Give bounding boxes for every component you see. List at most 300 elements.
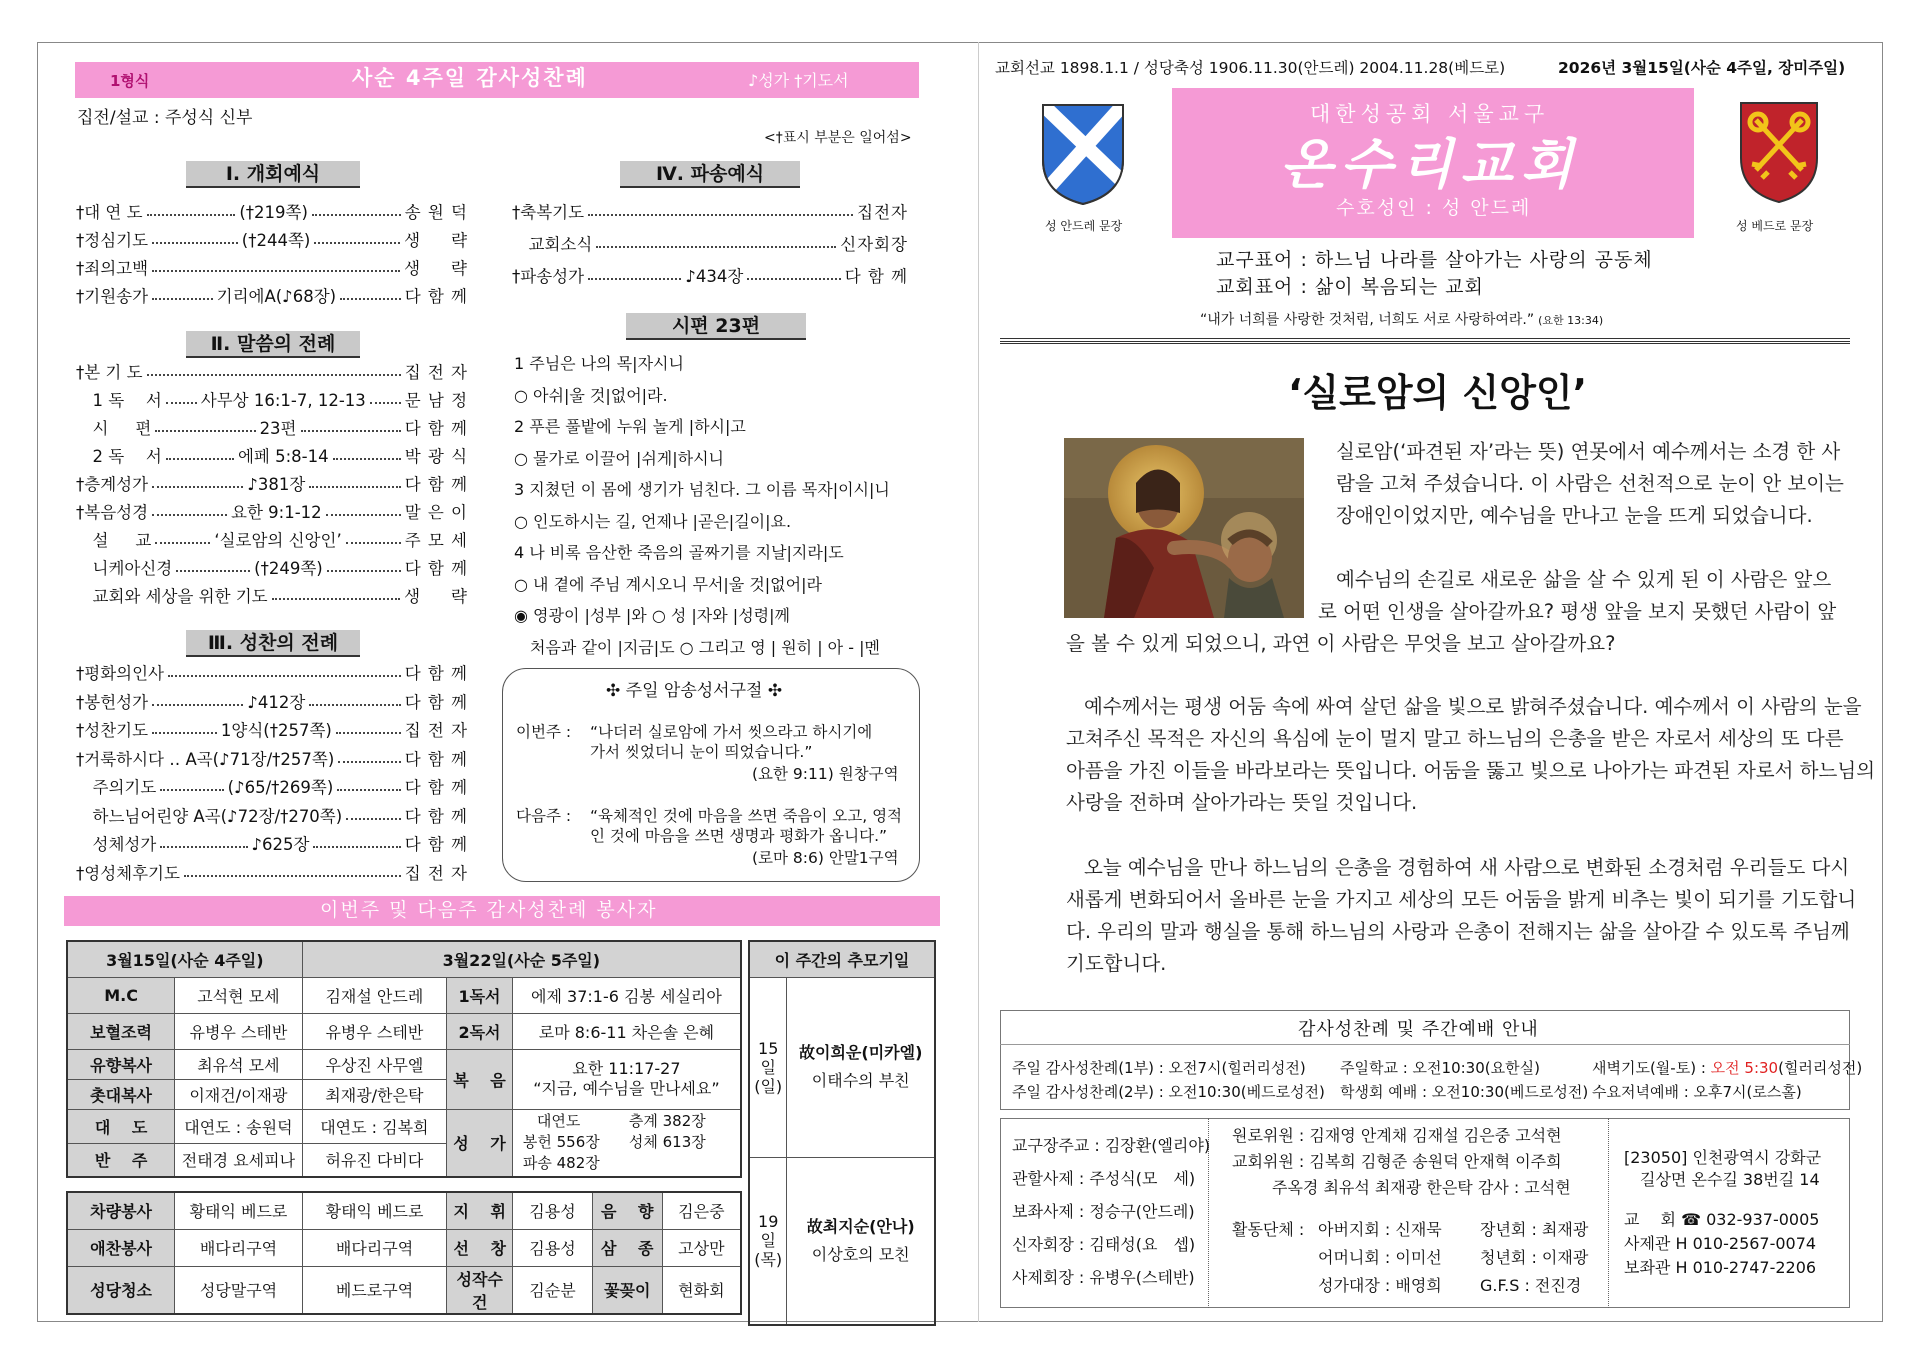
- article-para-4: [1066, 852, 1856, 980]
- dot-leader: [166, 448, 234, 460]
- staff-name: 유병우(스테반): [1089, 1268, 1195, 1287]
- reading-value: 로마 8:6-11 차은솔 은혜: [512, 1013, 741, 1049]
- order-item-label: 하느님어린양 A곡(♪72장/†270쪽): [76, 806, 343, 826]
- order-item-leader: 다 함 께: [404, 287, 468, 306]
- order-item-label: 2 독 서: [76, 447, 162, 466]
- role-cell: 대 도: [67, 1109, 175, 1143]
- order-item: [76, 199, 468, 221]
- order-item-label: †축복기도: [512, 203, 585, 222]
- staff-name: 주성식(모 세): [1089, 1169, 1196, 1188]
- role-cell: 선 창: [447, 1229, 513, 1266]
- reading-value: 에제 37:1-6 김봉 세실리아: [512, 977, 741, 1013]
- group-3a: 성가대장 : 배영희: [1318, 1276, 1442, 1295]
- header-rule: [1000, 338, 1850, 344]
- staff-entry: [1012, 1202, 1195, 1222]
- order-item-detail: 23편: [259, 419, 297, 438]
- order-item-leader: 집 전 자: [404, 363, 468, 382]
- schedule-b2: 학생회 예배 : 오전10:30(베드로성전): [1340, 1083, 1589, 1101]
- memorial-relation: 이상호의 모친: [811, 1244, 910, 1264]
- dot-leader: [313, 836, 400, 848]
- order-item-label: †성찬기도: [76, 721, 149, 740]
- group-1b: 장년회 : 최재광: [1480, 1220, 1589, 1239]
- order-item-leader: 송 원 덕: [404, 203, 468, 222]
- dot-leader: [747, 268, 840, 280]
- bible-verse: [1200, 310, 1603, 331]
- dot-leader: [309, 694, 400, 706]
- staff-divider-2: [1608, 1118, 1609, 1308]
- role-cell: 차량봉사: [67, 1192, 175, 1229]
- role-cell: 촛대복사: [67, 1079, 175, 1109]
- role-cell: 삼 종: [592, 1229, 662, 1266]
- st-andrew-caption: 성 안드레 문장: [1045, 219, 1123, 233]
- dot-leader: [272, 588, 401, 600]
- dot-leader: [152, 476, 243, 488]
- role-cell: 성작수건: [447, 1266, 513, 1314]
- staff-entry: [1012, 1268, 1195, 1288]
- order-item-label: †파송성가: [512, 267, 585, 286]
- section-opening-title: Ⅰ. 개회예식: [186, 161, 360, 188]
- psalm-line: 2 푸른 풀밭에 누워 놀게 |하시|고: [514, 417, 746, 436]
- dot-leader: [337, 779, 400, 791]
- server-cell: 대연도 : 김복희: [302, 1109, 446, 1143]
- server-cell: 김재설 안드레: [302, 977, 446, 1013]
- role-cell: 성당청소: [67, 1266, 175, 1314]
- schedule-title: 감사성찬례 및 주간예배 안내: [1298, 1019, 1539, 1040]
- founding-dates: 교회선교 1898.1.1 / 성당축성 1906.11.30(안드레) 2004.11.28(베드로): [995, 59, 1506, 77]
- memorial-person: [787, 977, 935, 1157]
- servers-title: 이번주 및 다음주 감사성찬례 봉사자: [320, 899, 658, 921]
- schedule-title-rule: [1000, 1044, 1850, 1045]
- psalm-line: ○ 아쉬|울 것|없어|라.: [514, 385, 668, 405]
- order-item-label: †대 연 도: [76, 203, 143, 222]
- dot-leader: [333, 448, 401, 460]
- article-para-2: [1066, 564, 1836, 660]
- role-cell: M.C: [67, 977, 175, 1013]
- order-item-label: †죄의고백: [76, 259, 149, 278]
- dot-leader: [312, 204, 401, 216]
- memory-verse-title: ✣ 주일 암송성서구절 ✣: [606, 681, 783, 701]
- memorial-name: 故이희운(미카엘): [799, 1043, 923, 1062]
- verse-text: “내가 너희를 사랑한 것처럼, 너희도 서로 사랑하여라.”: [1200, 312, 1535, 328]
- schedule-b1: 주일학교 : 오전10:30(요한실): [1340, 1059, 1540, 1077]
- order-item-detail: ♪412장: [247, 692, 306, 712]
- role-cell: 꽃꽂이: [592, 1266, 662, 1314]
- hymn-r1: 층계 382장: [628, 1112, 706, 1131]
- psalm-line: 1 주님은 나의 목|자시니: [514, 354, 684, 373]
- staff-name: 김태성(요 셉): [1089, 1235, 1196, 1254]
- col-next-sunday: 3월22일(사순 5주일): [302, 941, 741, 977]
- hymn-cell: [512, 1109, 741, 1177]
- dot-leader: [314, 232, 400, 244]
- reading-key: 복 음: [447, 1049, 513, 1109]
- form-label: 1형식: [110, 72, 150, 90]
- role-cell: 음 향: [592, 1192, 662, 1229]
- article-line: 을 볼 수 있게 되었으니, 과연 이 사람은 무엇을 보고 살아갈까요?: [1066, 632, 1616, 655]
- order-item-label: 교회소식: [512, 235, 593, 254]
- phone-curate: 보좌관 H 010-2747-2206: [1624, 1258, 1817, 1277]
- order-item-leader: 문 남 정: [404, 391, 469, 410]
- dot-leader: [346, 532, 401, 544]
- order-item-leader: 다 함 께: [404, 664, 468, 683]
- order-item-leader: 다 함 께: [404, 749, 468, 769]
- article-line: 람을 고쳐 주셨습니다. 이 사람은 선천적으로 눈이 안 보이는: [1336, 472, 1844, 495]
- order-item-detail: ♪625장: [251, 835, 310, 854]
- hymn-l3: 파송 482장: [522, 1154, 600, 1173]
- staff-role: 보좌사제: [1012, 1202, 1074, 1221]
- order-item-leader: 집전자: [857, 203, 908, 222]
- order-item: [76, 527, 468, 549]
- order-item-label: 교회와 세상을 위한 기도: [76, 587, 268, 606]
- dot-leader: [588, 204, 853, 216]
- col-this-sunday: 3월15일(사순 4주일): [67, 941, 302, 977]
- server-cell: 현화회: [662, 1266, 741, 1314]
- memorial-name: 故최지순(안나): [806, 1216, 915, 1236]
- dot-leader: [338, 751, 400, 763]
- this-week-label: 이번주 :: [516, 723, 572, 741]
- liturgy-title: 사순 4주일 감사성찬례: [352, 66, 588, 90]
- this-week-ref: (요한 9:11) 원창구역: [752, 765, 899, 783]
- article-line: 새롭게 변화되어서 올바른 눈을 가지고 세상의 모든 어둠을 밝게 비추는 빛이 되기를 기도합니: [1066, 888, 1857, 911]
- phone-church: 교 회 ☎ 032-937-0005: [1624, 1210, 1820, 1229]
- dot-leader: [155, 532, 210, 544]
- staff-separator: :: [1073, 1169, 1090, 1188]
- schedule-c1: [1592, 1058, 1862, 1078]
- staff-name: 김장환(엘리야): [1104, 1136, 1211, 1155]
- gospel-ref: 요한 11:17-27: [572, 1059, 681, 1078]
- servers-bottom-table: [66, 1191, 742, 1315]
- order-item: [76, 471, 468, 493]
- order-item-label: 니케아신경: [76, 559, 173, 578]
- role-cell: 보혈조력: [67, 1013, 175, 1049]
- hymn-l1: 대연도: [536, 1112, 581, 1131]
- psalm-line: 처음과 같이 |지금|도 ○ 그리고 영 | 원히 | 아 - |멘: [514, 637, 880, 657]
- order-item-detail: 에페 5:8-14: [237, 447, 329, 466]
- order-item-label: 설 교: [76, 531, 152, 550]
- psalm-line: ○ 내 곁에 주님 계시오니 무서|울 것|없어|라: [514, 574, 822, 594]
- server-cell: 대연도 : 송원덕: [175, 1109, 303, 1143]
- dot-leader: [160, 836, 247, 848]
- schedule-c2: 수요저녁예배 : 오후7시(로스홀): [1592, 1083, 1802, 1101]
- server-cell: 우상진 사무엘: [302, 1049, 446, 1079]
- order-item-detail: ‘실로암의 신앙인’: [214, 531, 342, 550]
- order-item-label: †봉헌성가: [76, 692, 149, 712]
- order-item: [76, 555, 468, 577]
- gospel-sermon: “지금, 예수님을 만나세요”: [533, 1079, 720, 1098]
- staff-role: 관할사제: [1012, 1169, 1074, 1188]
- server-cell: 배다리구역: [175, 1229, 303, 1266]
- staff-separator: :: [1073, 1202, 1090, 1221]
- next-week-text-2: 인 것에 마음을 쓰면 생명과 평화가 옵니다.”: [590, 827, 888, 845]
- dot-leader: [370, 392, 401, 404]
- server-cell: 이재건/이재광: [175, 1079, 303, 1109]
- dot-leader: [301, 420, 401, 432]
- server-cell: 김용성: [513, 1192, 593, 1229]
- memorial-relation: 이태수의 부친: [811, 1071, 910, 1090]
- order-item-label: 성체성가: [76, 835, 157, 854]
- dot-leader: [155, 420, 255, 432]
- order-item: [76, 660, 468, 682]
- order-item-detail: 기리에A(♪68장): [216, 287, 337, 306]
- server-cell: 고상만: [662, 1229, 741, 1266]
- order-item-detail: (†244쪽): [241, 231, 311, 250]
- church-motto: 교회표어 : 삶이 복음되는 교회: [1216, 276, 1484, 298]
- dot-leader: [176, 560, 250, 572]
- server-cell: 전태경 요세피나: [175, 1143, 303, 1177]
- dot-leader: [152, 288, 213, 300]
- patron-saint: 수호성인 : 성 안드레: [1336, 197, 1532, 219]
- order-item-leader: 생 략: [404, 259, 468, 278]
- article-line: 기도합니다.: [1066, 952, 1167, 975]
- psalm-line: ○ 물가로 이끌어 |쉬게|하시니: [514, 448, 725, 468]
- memorial-table: [748, 940, 936, 1326]
- order-item-leader: 다 함 께: [404, 692, 469, 712]
- dot-leader: [340, 288, 401, 300]
- role-cell: 반 주: [67, 1143, 175, 1177]
- staff-role: 신자회장: [1012, 1235, 1074, 1254]
- server-cell: 고석현 모세: [175, 977, 303, 1013]
- reading-key: 성 가: [447, 1109, 513, 1177]
- memorial-title: 이 주간의 추모기일: [749, 941, 935, 977]
- diocese-name: 대한성공회 서울교구: [1310, 102, 1550, 126]
- group-2b: 청년회 : 이재광: [1480, 1248, 1589, 1267]
- dot-leader: [346, 808, 401, 820]
- staff-entry: [1012, 1169, 1195, 1189]
- reading-key: 1독서: [447, 977, 513, 1013]
- psalm-title: 시편 23편: [626, 313, 806, 340]
- church-name: 온수리교회: [1280, 132, 1581, 196]
- dot-leader: [147, 364, 401, 376]
- server-cell: 유병우 스테반: [175, 1013, 303, 1049]
- dot-leader: [327, 560, 401, 572]
- order-item: [512, 263, 908, 285]
- order-item-label: †정심기도: [76, 231, 149, 250]
- council-line-2: 교회위원 : 김복희 김형준 송원덕 안재혁 이주희: [1232, 1152, 1562, 1171]
- order-item-leader: 생 략: [404, 231, 469, 250]
- order-item: [76, 717, 468, 739]
- order-item: [76, 387, 468, 409]
- psalm-line: 3 지쳤던 이 몸에 생기가 넘친다. 그 이름 목자|이시|니: [514, 480, 890, 499]
- address-line-1: [23050] 인천광역시 강화군: [1624, 1148, 1822, 1167]
- this-week-text-1: “나더러 실로암에 가서 씻으라고 하시기에: [590, 723, 873, 741]
- order-item-leader: 신자회장: [840, 235, 908, 254]
- order-item-label: 주의기도: [76, 778, 157, 797]
- council-line-1: 원로위원 : 김재영 안계채 김재설 김은중 고석현: [1232, 1126, 1562, 1145]
- dot-leader: [588, 268, 681, 280]
- order-item: [76, 499, 468, 521]
- section-eucharist-title: Ⅲ. 성찬의 전례: [186, 630, 360, 657]
- staff-separator: :: [1089, 1136, 1105, 1155]
- server-cell: 김순분: [513, 1266, 593, 1314]
- dot-leader: [184, 865, 401, 877]
- order-item-label: †영성체후기도: [76, 863, 180, 883]
- article-line: 로 어떤 인생을 살아갈까요? 평생 앞을 보지 못했던 사람이 앞: [1318, 600, 1837, 623]
- dawn-prayer-label: 새벽기도(월-토) :: [1592, 1059, 1711, 1077]
- role-cell: 애찬봉사: [67, 1229, 175, 1266]
- dot-leader: [336, 722, 401, 734]
- dot-leader: [147, 204, 236, 216]
- gospel-cell: [512, 1049, 741, 1109]
- article-line: 장애인이었지만, 예수님을 만나고 눈을 뜨게 되었습니다.: [1336, 504, 1813, 527]
- st-andrew-shield-icon: [1040, 102, 1126, 206]
- hymn-r2: 성체 613장: [628, 1133, 706, 1152]
- group-1a: 아버지회 : 신재묵: [1318, 1220, 1442, 1239]
- order-item: [76, 415, 468, 437]
- memorial-person: [787, 1157, 935, 1325]
- servers-table: [66, 940, 742, 1178]
- order-item-label: 1 독 서: [76, 391, 162, 410]
- staff-separator: :: [1073, 1268, 1090, 1287]
- dot-leader: [152, 232, 238, 244]
- article-line: 사랑을 전하며 살아가라는 뜻일 것입니다.: [1066, 791, 1418, 814]
- role-cell: 유향복사: [67, 1049, 175, 1079]
- schedule-a1: 주일 감사성찬례(1부) : 오전7시(힐러리성전): [1012, 1059, 1306, 1077]
- order-item: [76, 746, 468, 768]
- order-item-detail: (†249쪽): [254, 559, 323, 578]
- phone-rectory: 사제관 H 010-2567-0074: [1624, 1234, 1817, 1253]
- verse-ref: (요한 13:34): [1538, 314, 1604, 327]
- order-item-leader: 말 은 이: [404, 503, 468, 522]
- article-line: 아픔을 가진 이들을 바라보라는 뜻입니다. 어둠을 뚫고 빛으로 나아가는 파견된 자로서 하느님의: [1066, 759, 1876, 782]
- order-item-label: †기원송가: [76, 287, 149, 306]
- address-line-2: 길상면 온수길 38번길 14: [1640, 1170, 1820, 1189]
- this-week-text-2: 가서 씻었더니 눈이 띄었습니다.”: [590, 743, 813, 761]
- council-line-3: 주옥경 최유석 최재광 한은탁 감사 : 고석현: [1272, 1178, 1571, 1197]
- section-sending-title: Ⅳ. 파송예식: [620, 161, 800, 188]
- dot-leader: [309, 476, 400, 488]
- order-item: [512, 231, 908, 253]
- article-para-1: [1336, 436, 1844, 532]
- st-peter-caption: 성 베드로 문장: [1736, 219, 1814, 233]
- order-item: [76, 831, 468, 853]
- order-item: [76, 803, 468, 825]
- celebrant: 집전/설교 : 주성식 신부: [77, 108, 253, 128]
- dot-leader: [152, 504, 227, 516]
- order-item-detail: ♪381장: [247, 475, 306, 494]
- order-item-label: †거룩하시다 ‥ A곡(♪71장/†257쪽): [76, 749, 335, 769]
- next-week-label: 다음주 :: [516, 807, 572, 825]
- psalm-line: ◉ 영광이 |성부 |와 ○ 성 |자와 |성령|께: [514, 606, 790, 625]
- dot-leader: [152, 694, 243, 706]
- groups-label: 활동단체 :: [1232, 1220, 1305, 1239]
- dawn-prayer-place: (힐러리성전): [1778, 1059, 1863, 1077]
- server-cell: 베드로구역: [302, 1266, 447, 1314]
- dot-leader: [326, 504, 401, 516]
- staff-separator: :: [1073, 1235, 1090, 1254]
- article-line: 예수께서는 평생 어둠 속에 싸여 살던 삶을 빛으로 밝혀주셨습니다. 예수께서 이 사람의 눈을: [1084, 695, 1862, 718]
- order-item-leader: 다 함 께: [404, 559, 469, 578]
- order-item-detail: ♪434장: [685, 267, 744, 286]
- dot-leader: [160, 779, 223, 791]
- order-item-leader: 생 략: [404, 587, 468, 606]
- article-line: 고쳐주신 목적은 자신의 욕심에 눈이 멀지 말고 하느님의 은총을 받은 자로서 세상의 또 다른: [1066, 727, 1844, 750]
- server-cell: 황태익 베드로: [302, 1192, 447, 1229]
- order-item: [76, 255, 468, 277]
- staff-entry: [1012, 1235, 1195, 1255]
- order-item: [76, 443, 468, 465]
- order-item-detail: 1양식(†257쪽): [220, 721, 332, 740]
- dawn-prayer-time: 오전 5:30: [1710, 1059, 1779, 1077]
- server-cell: 김은중: [662, 1192, 741, 1229]
- server-cell: 최유석 모세: [175, 1049, 303, 1079]
- next-week-text-1: “육체적인 것에 마음을 쓰면 죽음이 오고, 영적: [590, 807, 903, 825]
- server-cell: 황태익 베드로: [175, 1192, 303, 1229]
- server-cell: 허유진 다비다: [302, 1143, 446, 1177]
- order-item-detail: (†219쪽): [239, 203, 308, 222]
- memorial-date: 19일 (목): [749, 1157, 787, 1325]
- section-word-title: Ⅱ. 말씀의 전례: [186, 331, 360, 358]
- article-line: 오늘 예수님을 만나 하느님의 은총을 경험하여 새 사람으로 변화된 소경처럼 우리들도 다시: [1084, 856, 1850, 879]
- server-cell: 배다리구역: [302, 1229, 447, 1266]
- order-item: [76, 359, 468, 381]
- order-item: [76, 227, 468, 249]
- reading-key: 2독서: [447, 1013, 513, 1049]
- order-item-label: †본 기 도: [76, 363, 143, 382]
- staff-role: 교구장주교: [1012, 1136, 1090, 1155]
- legend-label: ♪성가 †기도서: [748, 71, 849, 90]
- article-title: ‘실로암의 신앙인’: [1288, 371, 1588, 415]
- hymn-l2: 봉헌 556장: [522, 1133, 600, 1152]
- page-divider: [978, 42, 979, 1322]
- server-cell: 유병우 스테반: [302, 1013, 446, 1049]
- order-item-detail: (♪65/†269쪽): [227, 778, 334, 797]
- group-3b: G.F.S : 전진경: [1480, 1276, 1582, 1295]
- order-item: [512, 199, 908, 221]
- dot-leader: [152, 722, 217, 734]
- dot-leader: [596, 236, 836, 248]
- article-line: 실로암(‘파견된 자’라는 뜻) 연못에서 예수께서는 소경 한 사: [1336, 440, 1841, 463]
- memorial-date: 15일 (일): [749, 977, 787, 1157]
- next-week-ref: (로마 8:6) 안말1구역: [752, 849, 899, 867]
- order-item-leader: 집 전 자: [404, 721, 469, 740]
- staff-role: 사제회장: [1012, 1268, 1074, 1287]
- order-item-leader: 주 모 세: [404, 531, 468, 550]
- server-cell: 성당말구역: [175, 1266, 303, 1314]
- st-peter-shield-icon: [1738, 100, 1820, 204]
- staff-entry: [1012, 1136, 1210, 1156]
- order-item: [76, 283, 468, 305]
- staff-name: 정승구(안드레): [1089, 1202, 1195, 1221]
- order-item-label: †평화의인사: [76, 664, 164, 683]
- article-line: 예수님의 손길로 새로운 삶을 살 수 있게 된 이 사람은 앞으: [1336, 568, 1832, 591]
- order-item-label: †층계성가: [76, 475, 149, 494]
- order-item-leader: 집 전 자: [404, 863, 468, 883]
- order-item-leader: 박 광 식: [404, 447, 469, 466]
- standing-note: <†표시 부분은 일어섬>: [764, 130, 912, 146]
- order-item: [76, 689, 468, 711]
- server-cell: 최재광/한은탁: [302, 1079, 446, 1109]
- article-line: 다. 우리의 말과 행실을 통해 하느님의 사랑과 은총이 전해지는 삶을 살아갈 수 있도록 주님께: [1066, 920, 1850, 943]
- order-item-leader: 다 함 께: [404, 835, 469, 854]
- dot-leader: [168, 665, 401, 677]
- order-item-detail: 사무상 16:1-7, 12-13: [200, 391, 366, 410]
- order-item: [76, 774, 468, 796]
- psalm-line: ○ 인도하시는 길, 언제나 |곧은|길이|요.: [514, 511, 792, 531]
- order-item-leader: 다 함 께: [404, 806, 468, 826]
- order-item-leader: 다 함 께: [404, 475, 469, 494]
- dot-leader: [152, 260, 400, 272]
- order-item-leader: 다 함 께: [404, 419, 468, 438]
- order-item-label: †복음성경: [76, 503, 149, 522]
- schedule-a2: 주일 감사성찬례(2부) : 오전10:30(베드로성전): [1012, 1083, 1325, 1101]
- server-cell: 김용성: [513, 1229, 593, 1266]
- order-item: [76, 583, 468, 605]
- order-item-leader: 다 함 께: [844, 267, 909, 286]
- diocese-motto: 교구표어 : 하느님 나라를 살아가는 사랑의 공동체: [1216, 249, 1653, 271]
- role-cell: 지 휘: [447, 1192, 513, 1229]
- group-2a: 어머니회 : 이미선: [1318, 1248, 1442, 1267]
- dot-leader: [166, 392, 197, 404]
- bulletin-date: 2026년 3월15일(사순 4주일, 장미주일): [1558, 59, 1846, 77]
